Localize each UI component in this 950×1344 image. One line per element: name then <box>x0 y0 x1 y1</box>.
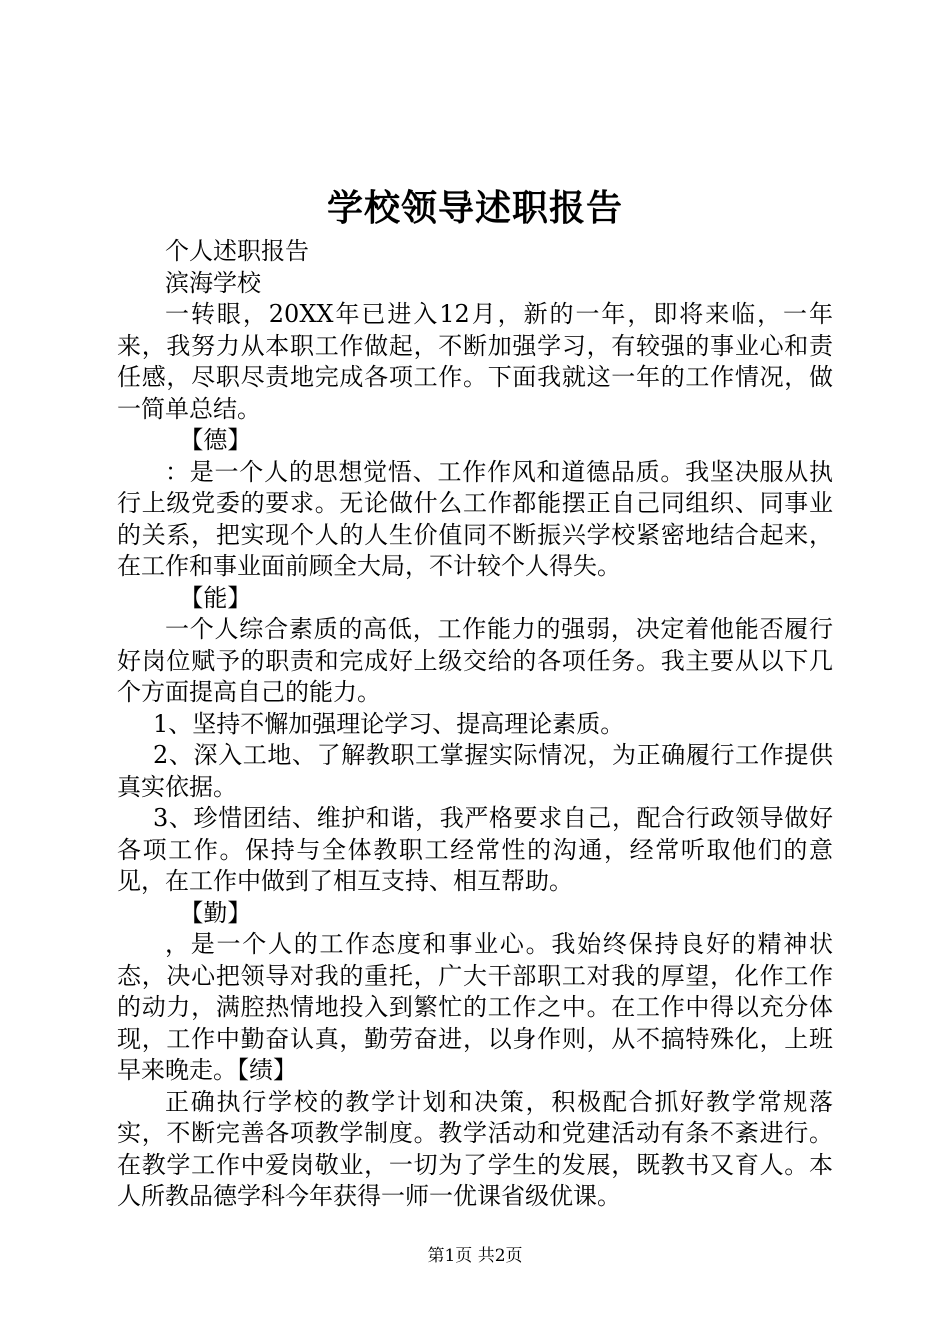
paragraph-de: ：是一个人的思想觉悟、工作作风和道德品质。我坚决服从执行上级党委的要求。无论做什么工作都能摆正自己同组织、同事业的关系，把实现个人的人生价值同不断振兴学校紧密地结合起来，在工作和事业面前顾全大局，不计较个人得失。 <box>117 457 833 580</box>
paragraph-intro: 一转眼，20XX年已进入12月，新的一年，即将来临，一年来，我努力从本职工作做起，不断加强学习，有较强的事业心和责任感，尽职尽责地完成各项工作。下面我就这一年的工作情况，做一简单总结。 <box>117 300 833 423</box>
page-footer: 第1页 共2页 <box>427 1246 523 1266</box>
document-body <box>117 236 833 1213</box>
paragraph-subtitle: 个人述职报告 <box>165 237 309 265</box>
paragraph-qin: ，是一个人的工作态度和事业心。我始终保持良好的精神状态，决心把领导对我的重托，广大干部职工对我的厚望，化作工作的动力，满腔热情地投入到繁忙的工作之中。在工作中得以充分体现，工作中勤奋认真，勤劳奋进，以身作则，从不搞特殊化，上班早来晚走。【绩】 <box>117 930 833 1084</box>
section-heading-de: 【德】 <box>179 426 252 454</box>
list-item-2: 2、深入工地、了解教职工掌握实际情况，为正确履行工作提供真实依据。 <box>117 741 833 801</box>
section-heading-neng: 【能】 <box>179 583 252 612</box>
document-title: 学校领导述职报告 <box>326 187 623 229</box>
paragraph-school-name: 滨海学校 <box>165 268 261 297</box>
list-item-1: 1、坚持不懈加强理论学习、提高理论素质。 <box>153 709 625 738</box>
section-heading-qin: 【勤】 <box>179 898 252 927</box>
paragraph-neng: 一个人综合素质的高低，工作能力的强弱，决定着他能否履行好岗位赋予的职责和完成好上级交给的各项任务。我主要从以下几个方面提高自己的能力。 <box>117 615 833 706</box>
list-item-3: 3、珍惜团结、维护和谐，我严格要求自己，配合行政领导做好各项工作。保持与全体教职工经常性的沟通，经常听取他们的意见，在工作中做到了相互支持、相互帮助。 <box>117 804 833 895</box>
paragraph-ji: 正确执行学校的教学计划和决策，积极配合抓好教学常规落实，不断完善各项教学制度。教学活动和党建活动有条不紊进行。在教学工作中爱岗敬业，一切为了学生的发展，既教书又育人。本人所教品德学科今年获得一师一优课省级优课。 <box>117 1087 833 1210</box>
